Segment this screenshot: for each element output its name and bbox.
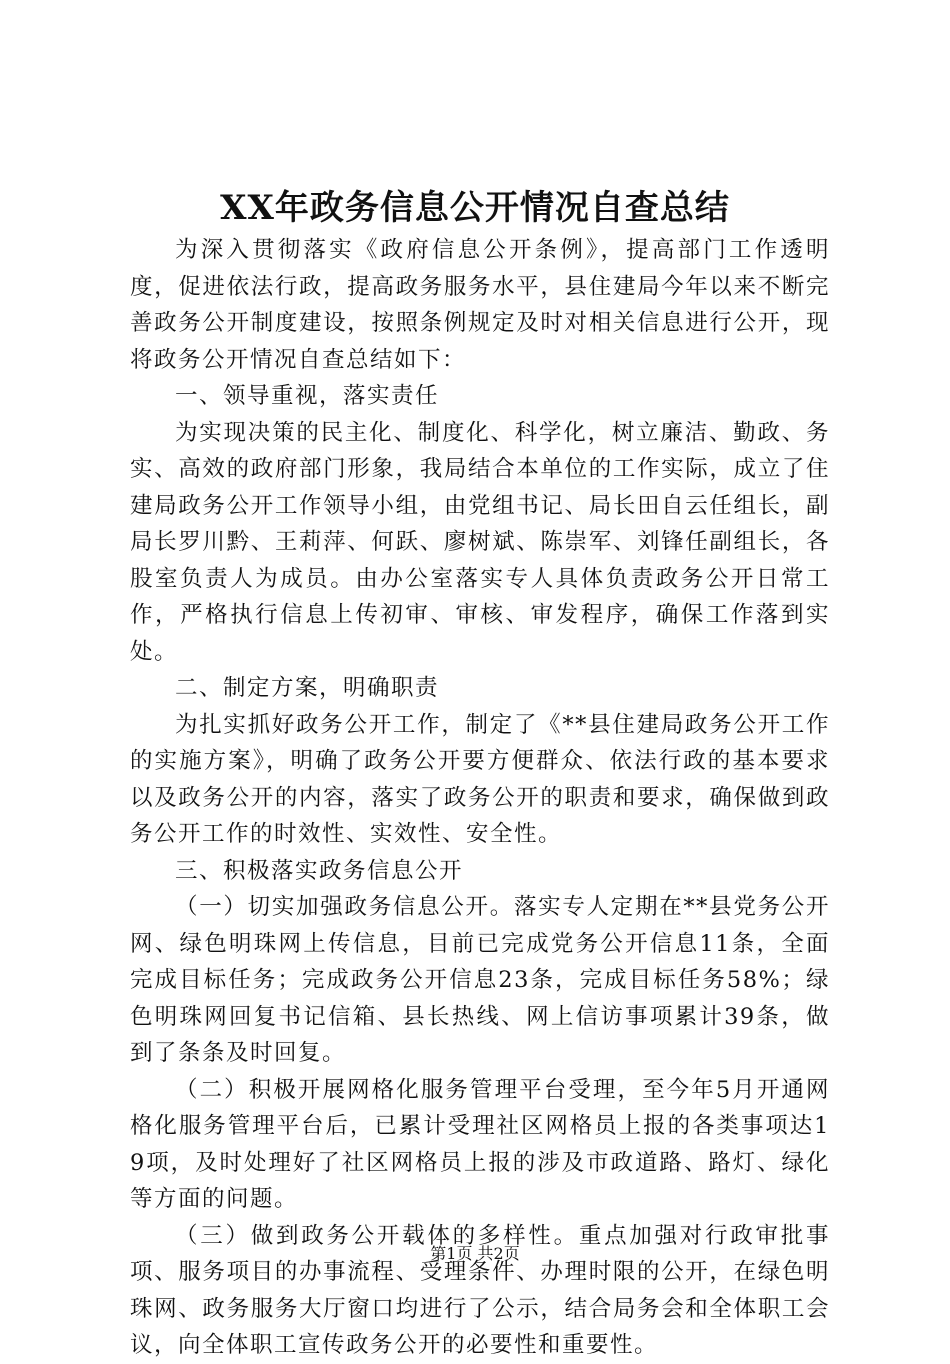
section-2-paragraph: 为扎实抓好政务公开工作，制定了《**县住建局政务公开工作的实施方案》，明确了政务公开要方便群众、依法行政的基本要求以及政务公开的内容，落实了政务公开的职责和要求，确保做到政务公开工作的时效性、实效性、安全性。 <box>130 711 830 847</box>
section-heading-1: 一、领导重视，落实责任 <box>175 383 440 409</box>
page-number-footer: 第1页 共2页 <box>430 1244 520 1263</box>
section-3-item-3-paragraph: （三）做到政务公开载体的多样性。重点加强对行政审批事项、服务项目的办事流程、受理条件、办理时限的公开，在绿色明珠网、政务服务大厅窗口均进行了公示，结合局务会和全体职工会议，向全体职工宣传政务公开的必要性和重要性。 <box>130 1222 830 1358</box>
intro-paragraph: 为深入贯彻落实《政府信息公开条例》，提高部门工作透明度，促进依法行政，提高政务服务水平，县住建局今年以来不断完善政务公开制度建设，按照条例规定及时对相关信息进行公开，现将政务公开情况自查总结如下： <box>130 237 830 373</box>
document-body <box>130 232 830 1364</box>
section-heading-2: 二、制定方案，明确职责 <box>175 675 440 701</box>
section-heading-3: 三、积极落实政务信息公开 <box>175 857 464 884</box>
section-1-paragraph: 为实现决策的民主化、制度化、科学化，树立廉洁、勤政、务实、高效的政府部门形象，我局结合本单位的工作实际，成立了住建局政务公开工作领导小组，由党组书记、局长田自云任组长，副局长罗川黔、王莉萍、何跃、廖树斌、陈崇军、刘锋任副组长，各股室负责人为成员。由办公室落实专人具体负责政务公开日常工作，严格执行信息上传初审、审核、审发程序，确保工作落到实处。 <box>130 419 830 665</box>
section-3-item-2-paragraph: （二）积极开展网格化服务管理平台受理，至今年5月开通网格化服务管理平台后，已累计受理社区网格员上报的各类事项达19项，及时处理好了社区网格员上报的涉及市政道路、路灯、绿化等方面的问题。 <box>130 1076 830 1212</box>
section-3-item-1-paragraph: （一）切实加强政务信息公开。落实专人定期在**县党务公开网、绿色明珠网上传信息，目前已完成党务公开信息11条，全面完成目标任务；完成政务公开信息23条，完成目标任务58%；绿色明珠网回复书记信箱、县长热线、网上信访事项累计39条，做到了条条及时回复。 <box>130 894 830 1066</box>
document-title: XX年政务信息公开情况自查总结 <box>220 188 730 228</box>
